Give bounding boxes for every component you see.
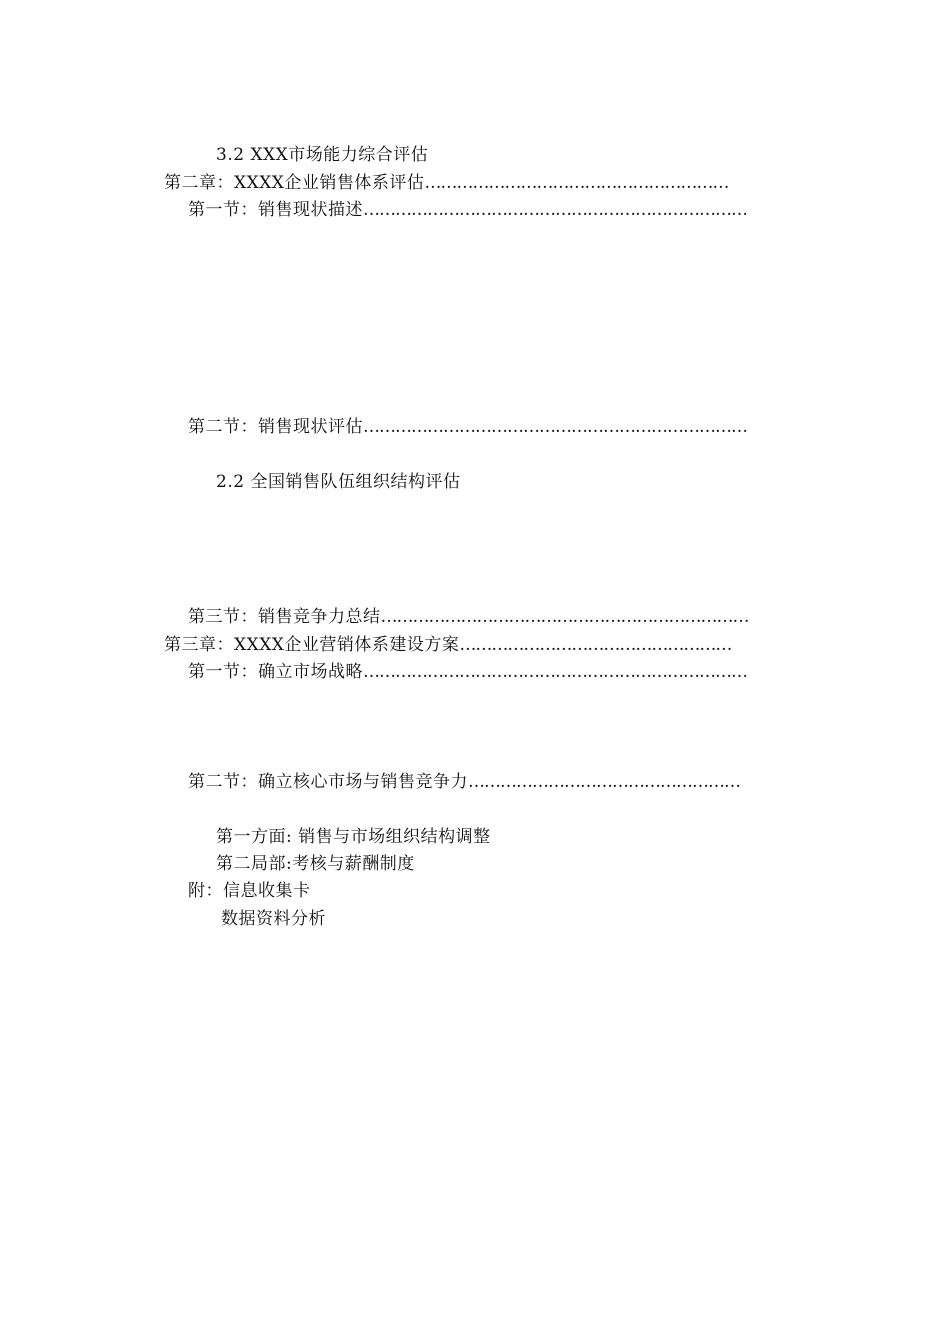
toc-ch2-section-2[interactable] <box>188 416 747 438</box>
toc-data-analysis[interactable] <box>221 908 326 930</box>
toc-leader-dots: …………………………………………… <box>459 635 732 655</box>
toc-section-label: 第二节：确立核心市场与销售竞争力 <box>188 772 468 792</box>
toc-appendix[interactable] <box>188 880 311 902</box>
toc-ch3-section-2[interactable] <box>188 771 740 793</box>
toc-leader-dots: …………………………………………………………… <box>380 607 749 627</box>
toc-item-3-2[interactable] <box>216 144 428 166</box>
toc-leader-dots: ……………………………………………………………… <box>363 417 747 437</box>
toc-chapter-label: 第二章：XXXX企业销售体系评估 <box>164 173 425 193</box>
toc-ch3-section-1[interactable] <box>188 661 747 683</box>
toc-item-label: 3.2 XXX市场能力综合评估 <box>216 145 429 165</box>
toc-section-label: 第二节：销售现状评估 <box>188 417 363 437</box>
toc-item-label: 第一方面: 销售与市场组织结构调整 <box>216 827 491 847</box>
toc-item-label: 第二局部:考核与薪酬制度 <box>216 854 415 874</box>
toc-leader-dots: ………………………………………………… <box>424 173 729 193</box>
toc-ch2-section-3[interactable] <box>188 606 749 628</box>
toc-leader-dots: ……………………………………………………………… <box>363 662 747 682</box>
toc-item-label: 附：信息收集卡 <box>188 881 311 901</box>
toc-section-label: 第一节：销售现状描述 <box>188 200 363 220</box>
toc-section-label: 第一节：确立市场战略 <box>188 662 363 682</box>
toc-chapter-label: 第三章：XXXX企业营销体系建设方案 <box>164 635 460 655</box>
toc-part-2[interactable] <box>216 853 415 875</box>
toc-section-label: 第三节：销售竞争力总结 <box>188 607 381 627</box>
toc-chapter-2[interactable] <box>164 172 728 194</box>
toc-item-2-2[interactable] <box>216 471 460 493</box>
toc-ch2-section-1[interactable] <box>188 199 747 221</box>
toc-aspect-1[interactable] <box>216 826 491 848</box>
toc-chapter-3[interactable] <box>164 634 731 656</box>
toc-leader-dots: …………………………………………… <box>468 772 740 792</box>
toc-leader-dots: ……………………………………………………………… <box>363 200 747 220</box>
toc-item-label: 2.2 全国销售队伍组织结构评估 <box>216 472 461 492</box>
toc-item-label: 数据资料分析 <box>221 909 326 929</box>
